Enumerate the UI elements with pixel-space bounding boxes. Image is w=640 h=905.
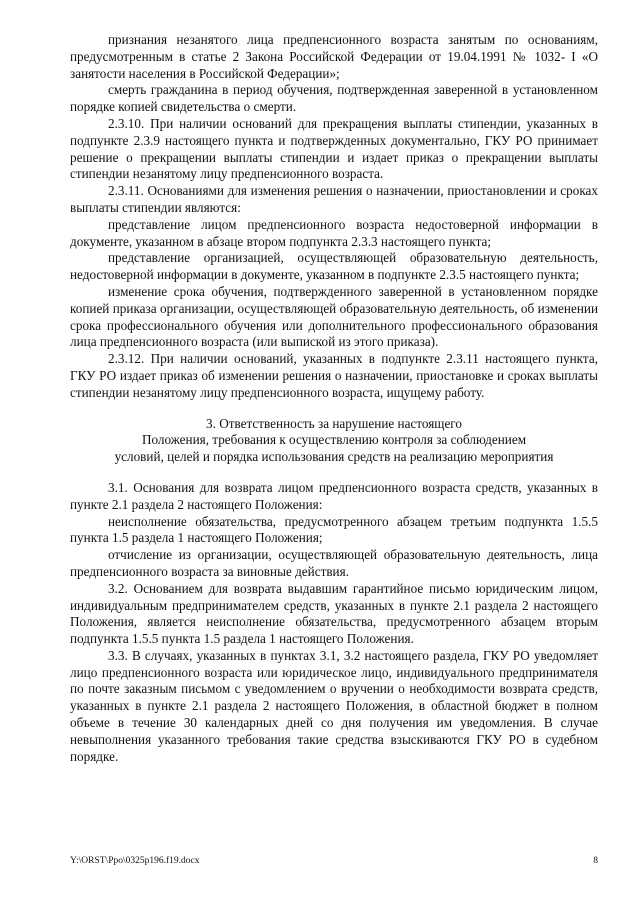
paragraph-3-2: 3.2. Основанием для возврата выдавшим гарантийное письмо юридическим лицом, индивидуальным предпринимателем средств, указанных в пункте 2.1 раздела 2 настоящего Положения, является неисполнение обязательства, предусмотренного абзацем вторым подпункта 1.5.5 пункта 1.5 раздела 1 настоящего Положения.: [70, 580, 598, 647]
page-footer: [70, 855, 598, 867]
paragraph-bottom-2: неисполнение обязательства, предусмотренного абзацем третьим подпункта 1.5.5 пункта 1.5 раздела 1 настоящего Положения;: [70, 513, 598, 546]
footer-page-number: 8: [593, 856, 598, 866]
paragraph-top-6: представление организацией, осуществляющей образовательную деятельность, недостоверной информации в документе, указанном в подпункте 2.3.5 настоящего пункта;: [70, 250, 598, 283]
document-page: [70, 32, 598, 765]
footer-file-path: Y:\ORST\Ppo\0325p196.f19.docx: [70, 856, 200, 866]
paragraph-top-1: признания незанятого лица предпенсионного возраста занятым по основаниям, предусмотренным в статье 2 Закона Российской Федерации от 19.04.1991 № 1032- I «О занятости населения в Российской Федерации»;: [70, 32, 598, 81]
section-heading-line-1: 3. Ответственность за нарушение настоящего: [206, 415, 462, 431]
paragraph-2-3-11: 2.3.11. Основаниями для изменения решения о назначении, приостановлении и сроках выплаты стипендии являются:: [70, 183, 598, 215]
paragraph-top-2: смерть гражданина в период обучения, подтвержденная заверенной в установленном порядке копией свидетельства о смерти.: [70, 82, 598, 115]
paragraph-2-3-10: 2.3.10. При наличии оснований для прекращения выплаты стипендии, указанных в подпункте 2.3.9 настоящего пункта и подтвержденных документально, ГКУ РО принимает решение о прекращении выплаты стипендии и издает приказ о прекращении выплаты стипендии незанятому лицу предпенсионного возраста.: [70, 115, 598, 182]
paragraph-top-5: представление лицом предпенсионного возраста недостоверной информации в документе, указанном в абзаце втором подпункта 2.3.3 настоящего пункта;: [70, 216, 598, 249]
paragraph-top-7: изменение срока обучения, подтвержденного заверенной в установленном порядке копией приказа организации, осуществляющей образовательную деятельность, об изменении срока профессионального обучения или дополнительного профессионального образования лица предпенсионного возраста (или выпиской из этого приказа).: [70, 283, 598, 350]
paragraph-3-1: 3.1. Основания для возврата лицом предпенсионного возраста средств, указанных в пункте 2.1 раздела 2 настоящего Положения:: [70, 479, 598, 512]
section-heading-line-2: Положения, требования к осуществлению контроля за соблюдением: [141, 432, 527, 448]
section-heading-line-3: условий, целей и порядка использования средств на реализацию мероприятия: [114, 449, 554, 465]
paragraph-bottom-3: отчисление из организации, осуществляющей образовательную деятельность, лица предпенсионного возраста за виновные действия.: [70, 547, 598, 579]
paragraph-2-3-12: 2.3.12. При наличии оснований, указанных в подпункте 2.3.11 настоящего пункта, ГКУ РО издает приказ об изменении решения о назначении, приостановке и сроках выплаты стипендии незанятому лицу предпенсионного возраста, ищущему работу.: [70, 351, 598, 400]
paragraph-3-3: 3.3. В случаях, указанных в пунктах 3.1, 3.2 настоящего раздела, ГКУ РО уведомляет лицо предпенсионного возраста или юридическое лицо, индивидуального предпринимателя по почте заказным письмом с уведомлением о вручении о необходимости возврата средств, указанных в пункте 2.1 раздела 2 настоящего Положения, в областной бюджет в полном объеме в течение 30 календарных дней со дня получения им уведомления. В случае невыполнения указанного требования такие средства взыскиваются ГКУ РО в судебном порядке.: [70, 647, 598, 764]
section-3-heading: [70, 416, 598, 466]
